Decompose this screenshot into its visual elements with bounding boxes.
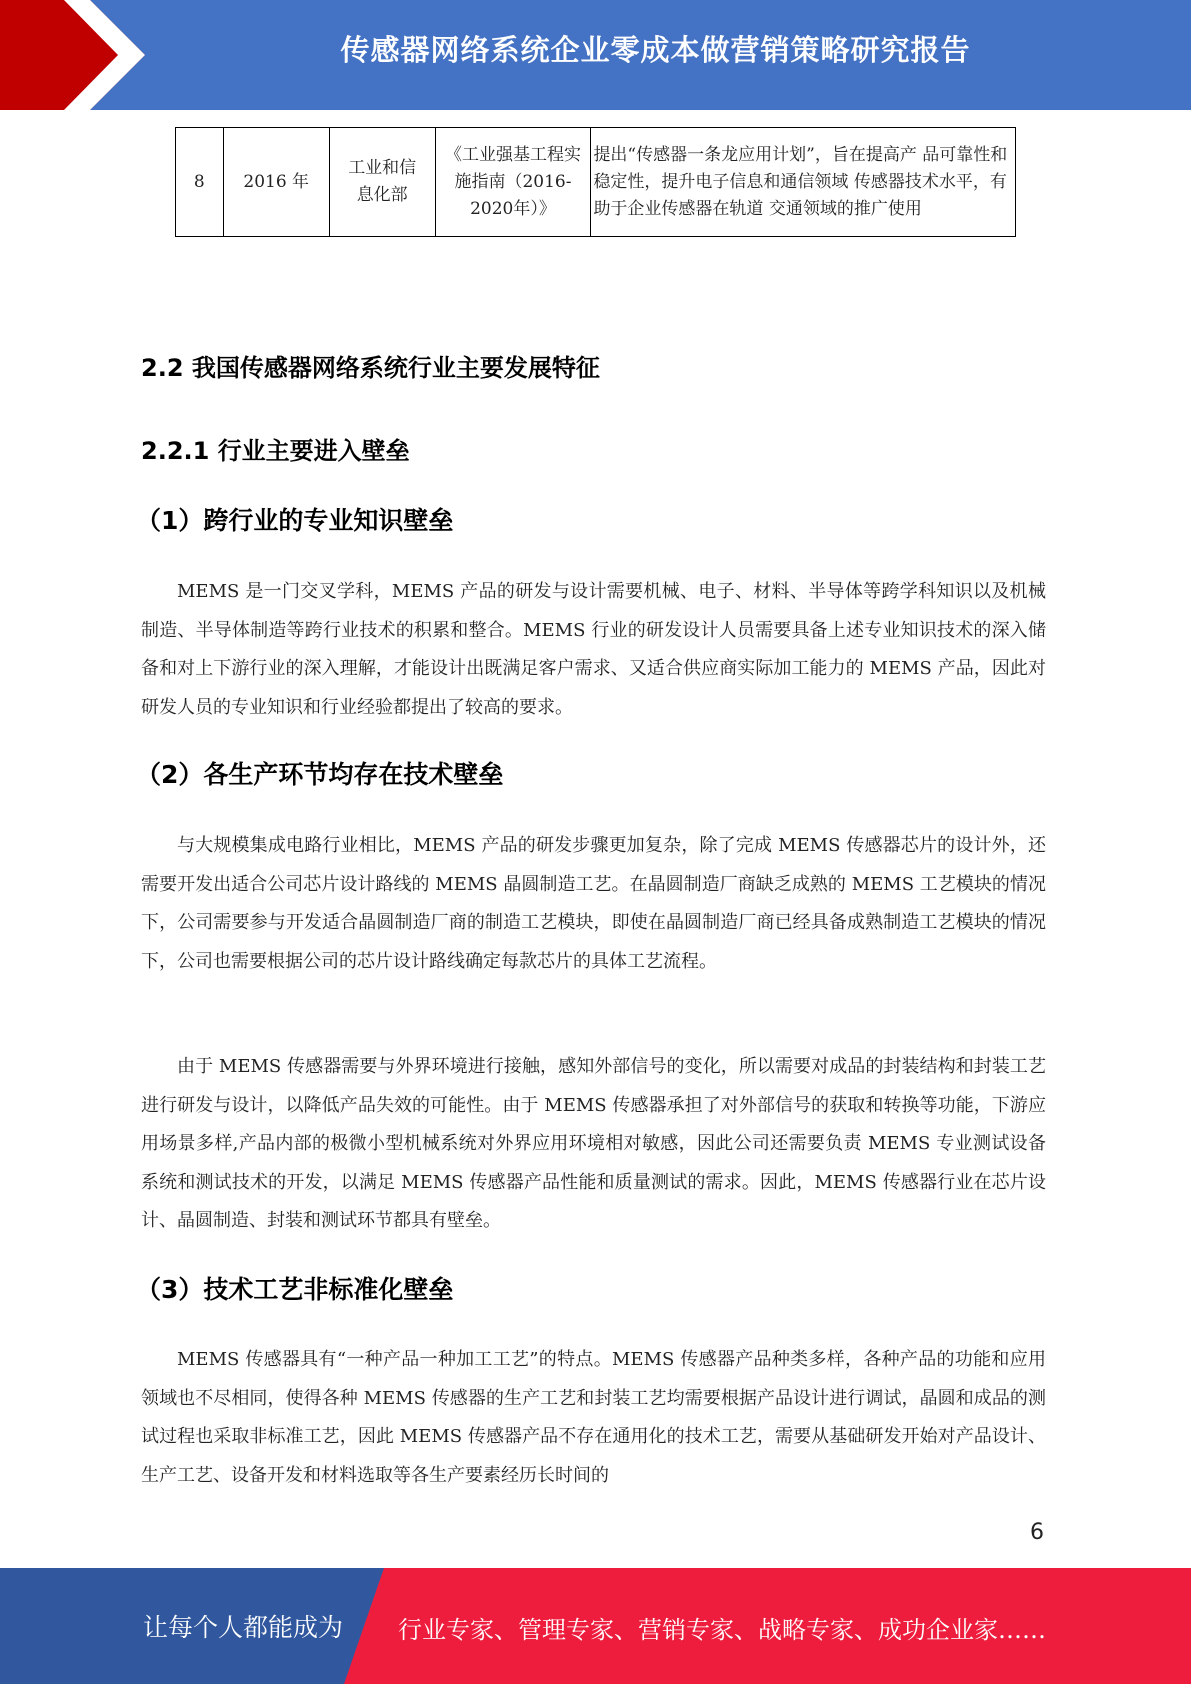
section-heading: 2.2 我国传感器网络系统行业主要发展特征 xyxy=(141,354,600,382)
sub-heading-3: （3）技术工艺非标准化壁垒 xyxy=(136,1275,454,1304)
page-footer xyxy=(0,1568,1191,1684)
sub-heading-2: （2）各生产环节均存在技术壁垒 xyxy=(136,760,504,789)
policy-table xyxy=(175,127,1016,237)
row-number: 8 xyxy=(176,128,224,237)
page-header xyxy=(0,0,1191,110)
page-number: 6 xyxy=(1030,1520,1044,1545)
row-document-text: 《工业强基工程实施指南（2016-2020年）》 xyxy=(444,144,581,219)
row-description: 提出“传感器一条龙应用计划”，旨在提高产 品可靠性和稳定性，提升电子信息和通信领域 传感器技术水平，有助于企业传感器在轨道 交通领域的推广使用 xyxy=(591,128,1016,237)
row-document xyxy=(435,128,591,237)
sub-heading-1: （1）跨行业的专业知识壁垒 xyxy=(136,506,454,535)
paragraph: MEMS 是一门交叉学科，MEMS 产品的研发与设计需要机械、电子、材料、半导体等跨学科知识以及机械制造、半导体制造等跨行业技术的积累和整合。MEMS 行业的研发设计人员需要具备上述专业知识技术的深入储备和对上下游行业的深入理解，才能设计出既满足客户需求、又适合供应商实际加工能力的 MEMS 产品，因此对研发人员的专业知识和行业经验都提出了较高的要求。 xyxy=(141,581,1046,718)
paragraph: 由于 MEMS 传感器需要与外界环境进行接触，感知外部信号的变化，所以需要对成品的封装结构和封装工艺进行研发与设计，以降低产品失效的可能性。由于 MEMS 传感器承担了对外部信号的获取和转换等功能，下游应用场景多样,产品内部的极微小型机械系统对外界应用环境相对敏感，因此公司还需要负责 MEMS 专业测试设备系统和测试技术的开发，以满足 MEMS 传感器产品性能和质量测试的需求。因此，MEMS 传感器行业在芯片设计、晶圆制造、封装和测试环节都具有壁垒。 xyxy=(141,1056,1046,1231)
footer-slogan-right: 行业专家、管理专家、营销专家、战略专家、成功企业家…… xyxy=(398,1616,1046,1644)
paragraph: MEMS 传感器具有“一种产品一种加工工艺”的特点。MEMS 传感器产品种类多样，各种产品的功能和应用领域也不尽相同，使得各种 MEMS 传感器的生产工艺和封装工艺均需要根据产品设计进行调试，晶圆和成品的测试过程也采取非标准工艺，因此 MEMS 传感器产品不存在通用化的技术工艺，需要从基础研发开始对产品设计、生产工艺、设备开发和材料选取等各生产要素经历长时间的 xyxy=(141,1349,1046,1486)
paragraph: 与大规模集成电路行业相比，MEMS 产品的研发步骤更加复杂，除了完成 MEMS 传感器芯片的设计外，还需要开发出适合公司芯片设计路线的 MEMS 晶圆制造工艺。在晶圆制造厂商缺乏成熟的 MEMS 工艺模块的情况下，公司需要参与开发适合晶圆制造厂商的制造工艺模块，即使在晶圆制造厂商已经具备成熟制造工艺模块的情况下，公司也需要根据公司的芯片设计路线确定每款芯片的具体工艺流程。 xyxy=(141,835,1046,972)
row-year: 2016 年 xyxy=(223,128,329,237)
footer-slogan-left: 让每个人都能成为 xyxy=(143,1613,344,1642)
document-title: 传感器网络系统企业零成本做营销策略研究报告 xyxy=(340,33,971,67)
row-department xyxy=(329,128,435,237)
subsection-heading: 2.2.1 行业主要进入壁垒 xyxy=(141,437,410,465)
row-department-text: 工业和信息化部 xyxy=(348,158,417,205)
table-row xyxy=(176,128,1016,237)
